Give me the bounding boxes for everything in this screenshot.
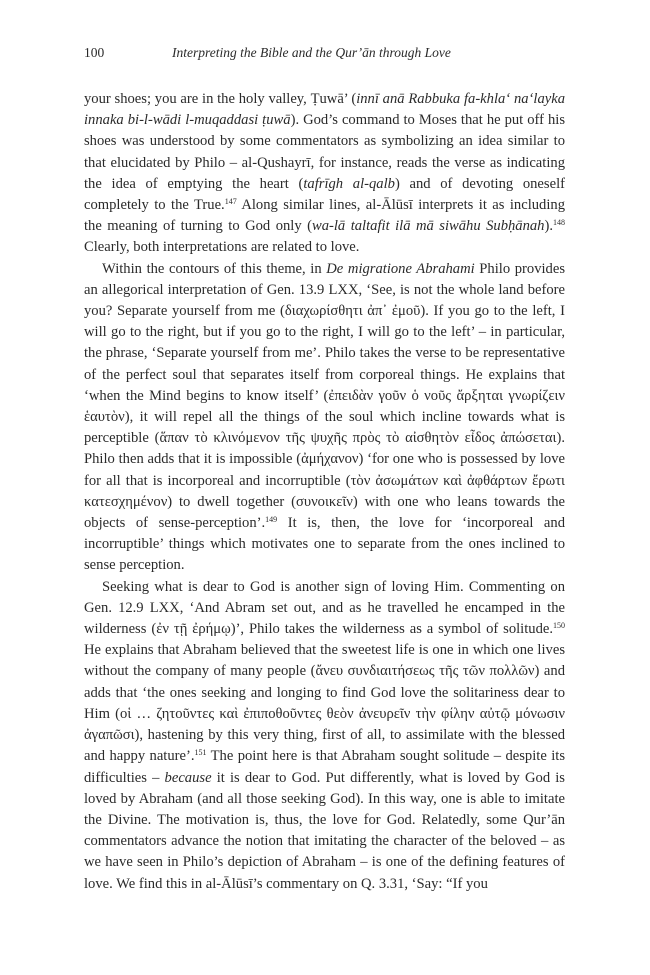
text-run: Along similar lines, al-Ālūsī interprets it as including the meaning of turning to God only ( [84,197,565,235]
paragraph [84,577,565,895]
text-run: Seeking what is dear to God is another sign of loving Him. Commenting on Gen. 12.9 LXX, ‘And Abram set out, and as he travelled he encamped in the wilderness (ἐν τῇ ἐρήμῳ)’, Philo takes the wilderness as a symbol of solitude. [84,578,565,638]
text-run: Within the contours of this theme, in [102,260,327,277]
paragraph [84,89,565,259]
text-run: ). God’s command to Moses that he put off his shoes was understood by some commentators as symbolizing an idea similar to that elucidated by Philo – al-Qushayrī, for instance, reads the verse as indicating the idea of emptying the heart ( [84,112,566,192]
footnote-ref[interactable]: 147 [224,197,237,207]
italic-transliteration: wa-lā taltafit ilā mā siwāhu Subḥānah [311,218,545,235]
running-header [84,44,564,62]
footnote-ref[interactable]: 149 [265,515,278,525]
text-run: it is dear to God. Put differently, what is loved by God is loved by Abraham (and all those seeking God). In this way, one is able to imitate the Divine. The motivation is, thus, the love for God. Relatedly, some Qur’ān commentators advance the notion that imitating the character of the beloved – as we have seen in Philo’s depiction of Abraham – is one of the defining features of love. We find this in al-Ālūsī’s commentary on Q. 3.31, ‘Say: “If you [84,769,565,892]
italic-emphasis: because [164,769,212,786]
footnote-ref[interactable]: 148 [553,218,565,228]
text-run: He explains that Abraham believed that the sweetest life is one in which one lives without the company of many people (ἄνευ συνδιαιτήσεως τῆς τῶν πολλῶν) and adds that ‘the ones seeking and longing to find God love the solitariness dear to Him (οἱ … ζητοῦντες καὶ ἐπιποθοῦντες θεὸν ἀνευρεῖν τὴν φίλην αὐτῷ μόνωσιν ἀγαπῶσι), hastening by this very thing, first of all, to assimilate with the blessed and happy nature’. [84,642,565,765]
text-run: ). [544,218,553,235]
text-run: The point here is that Abraham sought solitude – despite its difficulties – [84,748,565,786]
footnote-ref[interactable]: 151 [194,748,207,758]
body-text [84,89,565,895]
italic-transliteration: innī anā Rabbuka fa-khla‘ na‘layka innaka bi-l-wādi l-muqaddasi ṭuwā [84,91,565,129]
italic-title: De migratione Abrahami [326,260,475,277]
text-run: It is, then, the love for ‘incorporeal and incorruptible’ things which motivates one to separate from the ones inclined to sense perception. [84,515,566,574]
text-run: ) and of devoting oneself completely to the True. [84,175,565,214]
footnote-ref[interactable]: 150 [553,621,565,631]
running-title: Interpreting the Bible and the Qur’ān through Love [172,45,451,60]
paragraph [84,259,565,577]
text-run: Clearly, both interpretations are related to love. [84,239,360,256]
italic-transliteration: tafrīgh al-qalb [303,175,395,192]
text-run: Philo provides an allegorical interpretation of Gen. 13.9 LXX, ‘See, is not the whole land before you? Separate yourself from me (διαχωρίσθητι ἀπ᾽ ἐμοῦ). If you go to the left, I will go to the right, but if you go to the right, I will go to the left’ – in particular, the phrase, ‘Separate yourself from me’. Philo takes the verse to be representative of the perfect soul that separates itself from corporeal things. He explains that ‘when the Mind begins to know itself’ (ἐπειδὰν γοῦν ὁ νοῦς ἄρξηται γνωρίζειν ἑαυτὸν), it will repel all the things of the soul which incline towards what is perceptible (ἅπαν τὸ κλινόμενον τῆς ψυχῆς πρὸς τὸ αἰσθητὸν εἶδος ἀπώσεται). Philo then adds that it is impossible (ἀμήχανον) ‘for one who is possessed by love for all that is incorporeal and incorruptible (τὸν ἀσωμάτων καὶ ἀφθάρτων ἔρωτι κατεσχημένον) to dwell together (συνοικεῖν) with one who leans towards the objects of sense-perception’. [84,260,565,532]
text-run: your shoes; you are in the holy valley, Ṭuwā’ ( [84,91,357,107]
page-number: 100 [84,45,105,60]
